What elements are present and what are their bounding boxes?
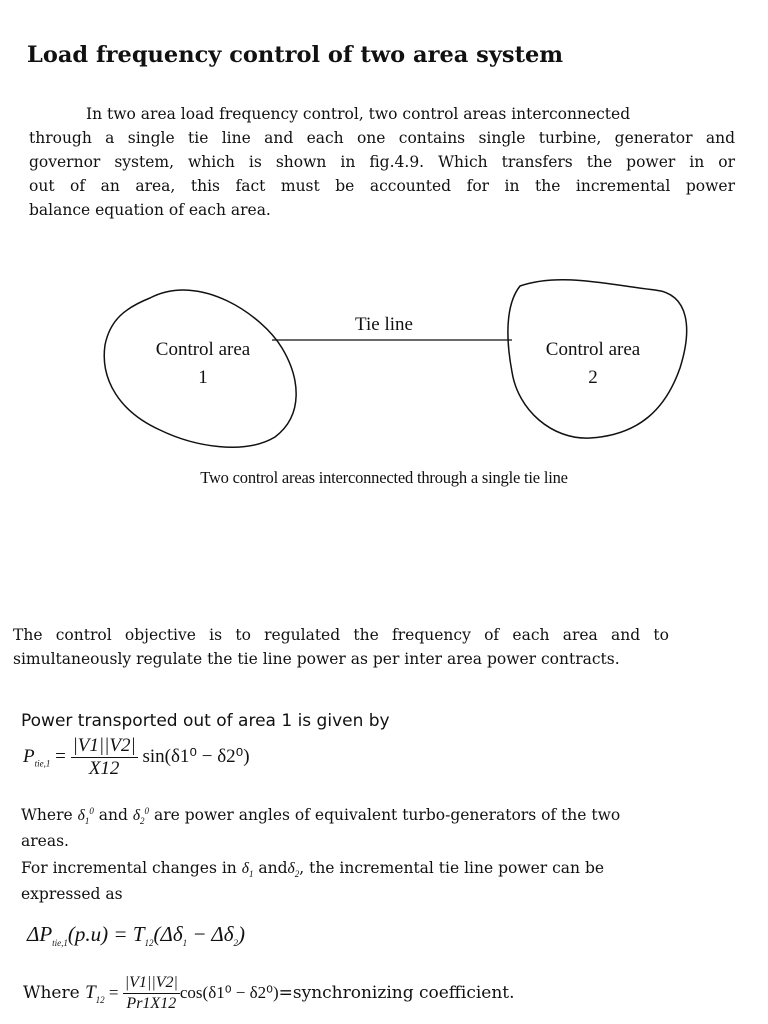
objective-paragraph (13, 623, 669, 671)
intro-line: out of an area, this fact must be accounted for in the incremental power (29, 177, 735, 195)
eq1-numerator: |V1||V2| (72, 735, 136, 756)
eq1-lhs: P (23, 745, 35, 767)
where-t-denominator: Pr1X12 (126, 995, 177, 1012)
where-angles-post: are power angles of equivalent turbo-generators of the two (149, 806, 621, 824)
incremental-line-1: For incremental changes in $\delta_1$ andδ$_2$, the incremental tie line power can be (21, 859, 605, 880)
where-angles-mid: and (93, 806, 133, 824)
synchronizing-coefficient-line: Where $T_{12}$ = $\frac{|V1||V2|}{Pr1X12}$ cos(δ1⁰ − δ2⁰)=synchronizing coefficient. (23, 974, 515, 1012)
where-t-numerator: |V1||V2| (123, 973, 180, 994)
intro-line: through a single tie line and each one contains single turbine, generator and (29, 129, 735, 147)
control-area-1-number: 1 (198, 367, 208, 388)
objective-line: simultaneously regulate the tie line power as per inter area power contracts. (13, 650, 620, 668)
eq2-close: ) (237, 922, 245, 946)
intro-line: balance equation of each area. (29, 201, 271, 219)
control-area-2-label: Control area (545, 339, 641, 360)
tie-line-label: Tie line (355, 314, 413, 335)
intro-line: governor system, which is shown in fig.4.9. Which transfers the power in or (29, 153, 735, 171)
control-area-1-label: Control area (155, 339, 251, 360)
where-t-cos-term: cos(δ1⁰ − δ2⁰) (179, 983, 279, 1002)
eq1-lhs-sub: tie,1 (34, 758, 51, 769)
where-angles-line: Where $\delta_1^0$ and $\delta_2^0$ are power angles of equivalent turbo-generators of the two (21, 805, 621, 827)
eq1-denominator: X12 (88, 758, 120, 779)
eq2-delta2: − Δδ (187, 922, 234, 946)
control-area-2-number: 2 (588, 367, 598, 388)
where-angles-line-2: areas. (21, 832, 69, 850)
incremental-line-2: expressed as (21, 885, 123, 903)
power-heading: Power transported out of area 1 is given by (21, 711, 390, 731)
where-t-pre: Where (23, 983, 86, 1003)
eq1-sin-term: sin(δ1⁰ − δ2⁰) (142, 745, 250, 767)
diagram-caption: Two control areas interconnected through a single tie line (200, 468, 568, 487)
incremental-pre: For incremental changes in (21, 859, 242, 877)
incremental-post: , the incremental tie line power can be (299, 859, 605, 877)
intro-paragraph (29, 102, 735, 222)
where-t-fraction (123, 973, 180, 1014)
eq2-lhs-sub: tie,1 (52, 938, 68, 949)
eq2-delta1: (Δδ (153, 922, 183, 946)
two-area-diagram (0, 250, 768, 500)
incremental-tie-power-equation: $\Delta P_{tie,1}(p.u) = T_{12}(\Delta\delta_1 - \Delta\delta_2)$ (27, 922, 245, 949)
intro-line: In two area load frequency control, two control areas interconnected (86, 105, 631, 123)
incremental-mid: and (253, 859, 288, 877)
objective-line: The control objective is to regulated the frequency of each area and to (13, 626, 669, 644)
eq2-mid: (p.u) = T (67, 922, 145, 946)
page-heading: Load frequency control of two area system (27, 42, 564, 68)
eq2-t-sub: 12 (144, 938, 154, 949)
eq1-fraction (71, 735, 138, 780)
where-t-post: =synchronizing coefficient. (278, 983, 515, 1003)
tie-power-equation: $P_{tie,1}$ = $\frac{|V1||V2|}{X12}$ sin(δ1⁰ − δ2⁰) (23, 735, 250, 779)
where-angles-pre: Where (21, 806, 78, 824)
eq2-lhs: ΔP (27, 922, 53, 946)
